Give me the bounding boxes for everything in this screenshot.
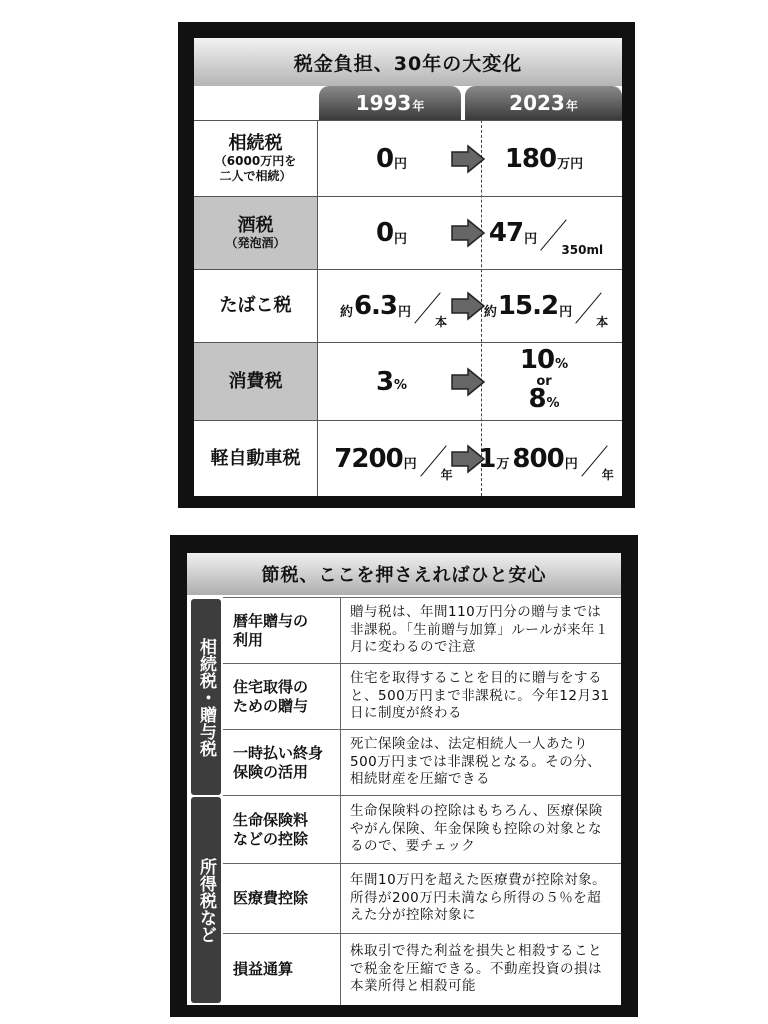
table-row xyxy=(223,933,621,1005)
table-title: 節税、ここを押さえればひと安心 xyxy=(187,553,621,595)
value-1993: 3 % xyxy=(375,366,408,397)
per-unit: 本 xyxy=(413,288,443,324)
table-row xyxy=(194,342,622,420)
item-name: 住宅取得の ための贈与 xyxy=(223,664,341,729)
value-1993: 0 円 xyxy=(375,143,408,174)
value-1993: 約 6.3 円 本 xyxy=(319,270,464,342)
table-row xyxy=(223,663,621,729)
table-row xyxy=(223,795,621,863)
table-row xyxy=(223,729,621,795)
value-1993: 7200 円 年 xyxy=(319,421,464,496)
group-label-income: 所得税など xyxy=(191,797,221,1003)
item-desc: 株取引で得た利益を損失と相殺することで税金を圧縮できる。不動産投資の損は本業所得と相殺可能 xyxy=(350,943,602,995)
item-desc: 住宅を取得することを目的に贈与をすると、500万円まで非課税に。今年12月31日に制度が終わる xyxy=(350,670,610,722)
value-2023: 47 円 350ml xyxy=(466,197,622,269)
tax-burden-card xyxy=(178,22,635,508)
table-row xyxy=(223,597,621,663)
table-row xyxy=(194,420,622,496)
value-2023: 1 万 800 円 年 xyxy=(466,421,622,496)
row-label: 消費税 xyxy=(194,343,318,420)
item-name: 生命保険料 などの控除 xyxy=(223,796,341,863)
per-unit: 年 xyxy=(580,441,610,477)
row-label: 軽自動車税 xyxy=(194,421,318,496)
value-2023: 約 15.2 円 本 xyxy=(466,270,622,342)
item-name: 暦年贈与の 利用 xyxy=(223,598,341,663)
value-1993: 0 円 xyxy=(375,218,408,248)
row-label: 酒税 （発泡酒） xyxy=(194,197,318,269)
tax-burden-table xyxy=(194,38,622,496)
item-name: 損益通算 xyxy=(223,934,341,1005)
group-label-inheritance: 相続税・贈与税 xyxy=(191,599,221,795)
table-row xyxy=(223,863,621,933)
item-desc: 贈与税は、年間110万円分の贈与までは非課税。「生前贈与加算」ルールが来年１月に変わるので注意 xyxy=(350,604,609,656)
year-header-1993: 1993 年 xyxy=(319,86,461,120)
per-unit: 年 xyxy=(419,441,449,477)
table-row xyxy=(194,269,622,342)
row-label: たばこ税 xyxy=(194,270,318,342)
item-desc: 生命保険料の控除はもちろん、医療保険やがん保険、年金保険も控除の対象となるので、要チェック xyxy=(350,803,603,855)
value-2023: 10% or 8% xyxy=(519,344,569,414)
year-header-2023: 2023 年 xyxy=(465,86,622,120)
table-row xyxy=(194,120,622,196)
table-title: 税金負担、30年の大変化 xyxy=(194,38,622,86)
item-desc: 死亡保険金は、法定相続人一人あたり500万円までは非課税となる。その分、相続財産を圧縮できる xyxy=(350,736,602,788)
tax-saving-table xyxy=(187,553,621,1005)
per-unit: 350ml xyxy=(539,215,599,251)
row-label: 相続税 （6000万円を 二人で相続） xyxy=(194,121,318,196)
item-desc: 年間10万円を超えた医療費が控除対象。所得が200万円未満なら所得の５％を超えた分が控除対象に xyxy=(350,872,607,924)
value-2023: 180 万円 xyxy=(504,143,584,174)
per-unit: 本 xyxy=(574,288,604,324)
table-row xyxy=(194,196,622,269)
tax-saving-card xyxy=(170,535,638,1017)
item-name: 医療費控除 xyxy=(223,864,341,933)
item-name: 一時払い終身 保険の活用 xyxy=(223,730,341,795)
